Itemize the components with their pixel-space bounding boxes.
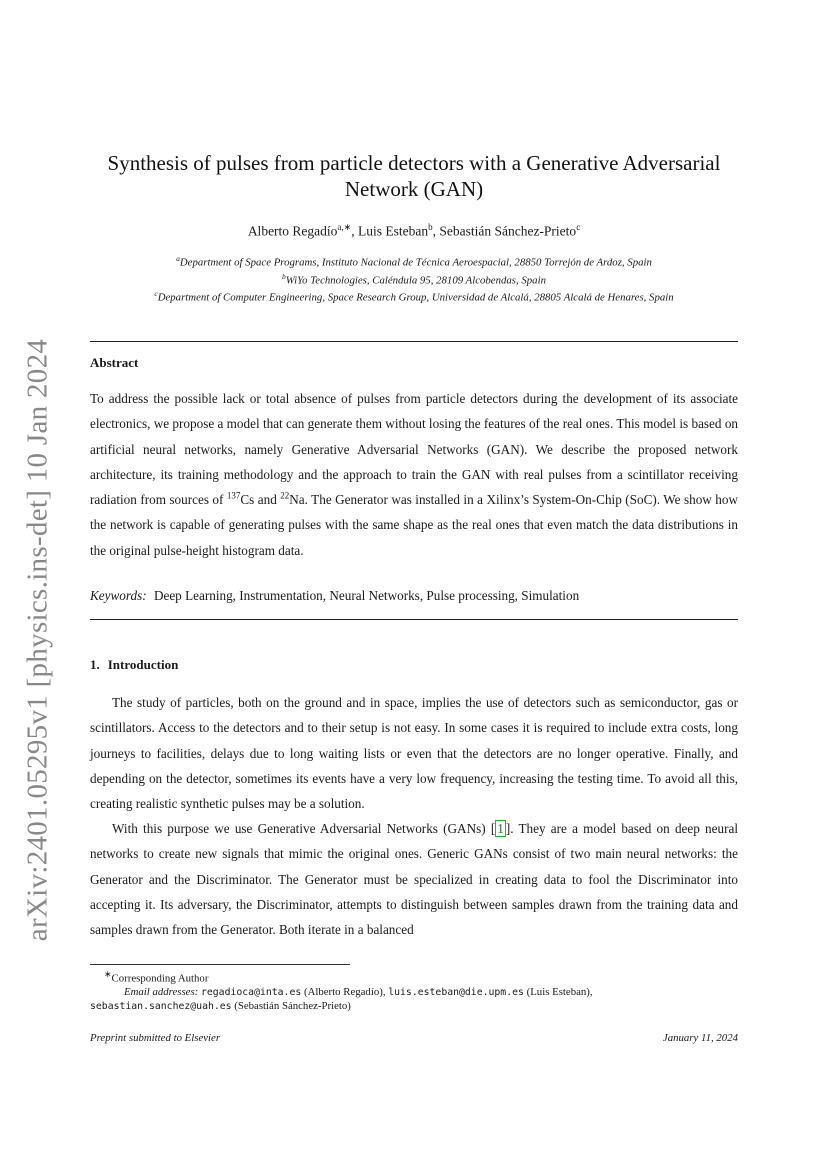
keywords-line bbox=[90, 588, 738, 604]
citation-link[interactable]: 1 bbox=[497, 821, 504, 836]
affiliation-line: $^c$Department of Computer Engineering, Space Research Group, Universidad de Alcalá, 28805 Alcalá de Henares, Spain bbox=[154, 289, 674, 304]
footnote-rule bbox=[90, 964, 350, 965]
paper-title: Synthesis of pulses from particle detectors with a Generative Adversarial Network (GAN) bbox=[107, 151, 721, 201]
author-affil-mark: a,∗ bbox=[337, 222, 352, 232]
section-number: 1. bbox=[90, 657, 100, 672]
arxiv-watermark-text: arXiv:2401.05295v1 [physics.ins-det] 10 Jan 2024 bbox=[21, 338, 54, 942]
footnote-emails-cont: sebastian.sanchez@uah.es (Sebastián Sánchez-Prieto) bbox=[90, 999, 351, 1012]
abstract-body: To address the possible lack or total absence of pulses from particle detectors during the development of its associate electronics, we propose a model that can generate them without losing the features of the real ones. This model is based on artificial neural networks, namely Generative Adversarial Networks (GAN). We describe the proposed network architecture, its training methodology and the approach to train the GAN with real pulses from a scintillator receiving radiation from sources of $^{137}$Cs and $^{22}$Na. The Generator was installed in a Xilinx’s System-On-Chip (SoC). We show how the network is capable of generating pulses with the same shape as the real ones that even match the data distributions in the original pulse-height histogram data. bbox=[90, 391, 739, 558]
author-name: Alberto Regadío bbox=[247, 223, 338, 239]
preprint-note: Preprint submitted to Elsevier bbox=[90, 1032, 221, 1044]
section-heading bbox=[90, 657, 178, 673]
email-link[interactable]: luis.esteban@die.upm.es bbox=[388, 987, 524, 999]
abstract-top-rule bbox=[90, 341, 738, 342]
keywords-text: Deep Learning, Instrumentation, Neural Networks, Pulse processing, Simulation bbox=[153, 588, 580, 603]
abstract-bottom-rule bbox=[90, 619, 738, 620]
footnote-corresponding: ∗Corresponding Author bbox=[104, 969, 209, 985]
author-name: Sebastián Sánchez-Prieto bbox=[439, 223, 577, 239]
intro-paragraph-2: With this purpose we use Generative Adversarial Networks (GANs) [ 1 ]. They are a model based on deep neural networks to create new signals that mimic the original ones. Generic GANs consist of two main neural networks: the Generator and the Discriminator. The Generator must be specialized in creating data to fool the Discriminator into accepting it. Its adversary, the Discriminator, attempts to distinguish between samples drawn from the training data and samples drawn from the Generator. Both iterate in a balanced bbox=[90, 821, 738, 938]
author-list: Alberto Regadío$^{a,∗}$, Luis Esteban$^b$, Sebastián Sánchez-Prieto$^c$ bbox=[247, 222, 581, 239]
keywords-label: Keywords: bbox=[90, 588, 147, 603]
preprint-date: January 11, 2024 bbox=[662, 1032, 738, 1044]
intro-paragraph-1: The study of particles, both on the ground and in space, implies the use of detectors such as semiconductor, gas or scintillators. Access to the detectors and to their setup is not easy. In some cases it is required to include extra costs, long journeys to facilities, delays due to long waiting lists or even that the detectors are no longer operative. Finally, and depending on the detector, sometimes its events have a very low frequency, increasing the testing time. To avoid all this, creating realistic synthetic pulses may be a solution. bbox=[90, 695, 738, 812]
author-affil-mark: b bbox=[428, 222, 433, 232]
author-affil-mark: c bbox=[576, 222, 581, 232]
author-name: Luis Esteban bbox=[357, 223, 429, 239]
email-link[interactable]: sebastian.sanchez@uah.es bbox=[90, 1000, 232, 1012]
section-title: Introduction bbox=[107, 657, 179, 672]
abstract-heading: Abstract bbox=[90, 355, 139, 370]
affiliation-line: $^a$Department of Space Programs, Instituto Nacional de Técnica Aeroespacial, 28850 Torrejón de Ardoz, Spain bbox=[176, 254, 652, 269]
email-link[interactable]: regadioca@inta.es bbox=[200, 987, 302, 999]
footnote bbox=[90, 968, 738, 1013]
affiliation-line: $^b$WiYo Technologies, Caléndula 95, 28109 Alcobendas, Spain bbox=[282, 271, 546, 287]
footnote-emails: Email addresses: regadioca@inta.es (Alberto Regadío), luis.esteban@die.upm.es (Luis Esteban), bbox=[124, 986, 593, 999]
affiliations bbox=[90, 252, 738, 305]
arxiv-watermark bbox=[18, 340, 58, 940]
